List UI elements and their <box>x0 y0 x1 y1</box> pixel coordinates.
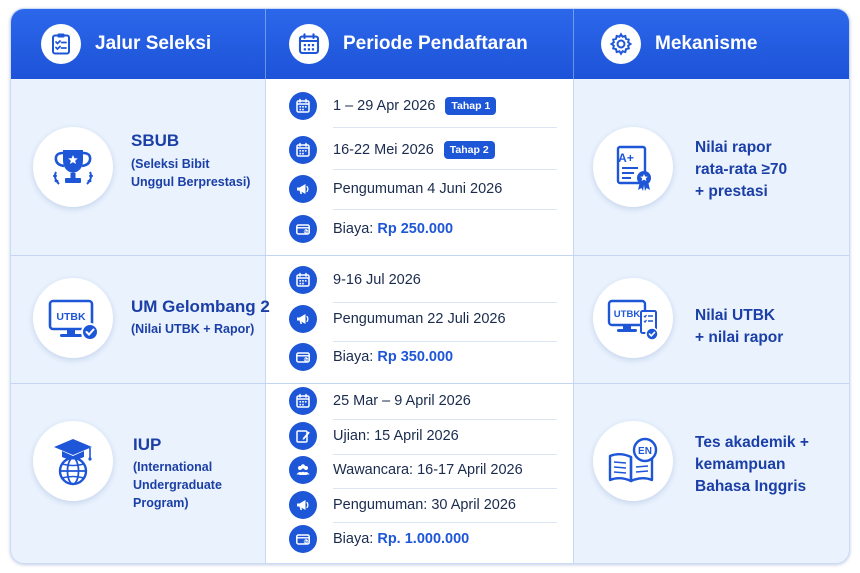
megaphone-icon <box>289 175 317 203</box>
header-title: Mekanisme <box>655 33 758 54</box>
utbk-label: UTBK <box>56 311 86 323</box>
jalur-description <box>131 320 254 338</box>
period-item <box>289 387 557 415</box>
mechanism-line: Bahasa Inggris <box>695 478 807 495</box>
period-date: 9-16 Jul 2026 <box>333 272 421 288</box>
grade-text: A+ <box>618 151 634 165</box>
megaphone-icon <box>289 305 317 333</box>
mechanism-line: Nilai rapor <box>695 139 772 156</box>
interview-date: Wawancara: 16-17 April 2026 <box>333 462 523 478</box>
period-item <box>289 266 557 294</box>
header-mekanisme <box>601 9 757 79</box>
period-item <box>289 491 557 519</box>
period-date: 16-22 Mei 2026 <box>333 142 434 158</box>
people-icon <box>289 456 317 484</box>
header-title: Periode Pendaftaran <box>343 33 528 54</box>
period-item <box>289 525 557 553</box>
period-item <box>289 343 557 371</box>
announcement-date: Pengumuman: 30 April 2026 <box>333 497 516 513</box>
period-date: 25 Mar – 9 April 2026 <box>333 393 471 409</box>
jalur-description-line: (Nilai UTBK + Rapor) <box>131 322 255 336</box>
mechanism-line: + prestasi <box>695 183 768 200</box>
jalur-description-line: Unggul Berprestasi) <box>131 175 251 189</box>
jalur-description-line: (International <box>133 460 213 474</box>
period-item <box>289 92 557 120</box>
fee-amount: Rp. 1.000.000 <box>377 531 470 547</box>
stage-badge: Tahap 2 <box>444 141 495 159</box>
fee-label: Biaya: <box>333 531 374 547</box>
fee <box>333 221 453 237</box>
table-header <box>11 9 850 79</box>
period-item <box>289 175 557 203</box>
pen-icon <box>289 422 317 450</box>
mechanism-text <box>695 432 809 498</box>
exam-date: Ujian: 15 April 2026 <box>333 428 459 444</box>
calendar-icon <box>289 24 329 64</box>
fee-label: Biaya: <box>333 349 374 365</box>
period-item <box>289 456 557 484</box>
fee-label: Biaya: <box>333 221 374 237</box>
stage-badge: Tahap 1 <box>445 97 496 115</box>
calendar-icon <box>289 136 317 164</box>
wallet-icon <box>289 343 317 371</box>
period-item <box>289 215 557 243</box>
period-item <box>289 422 557 450</box>
mechanism-text <box>695 305 783 349</box>
mechanism-line: kemampuan <box>695 456 786 473</box>
fee-amount: Rp 350.000 <box>377 349 454 365</box>
mechanism-line: rata-rata ≥70 <box>695 161 788 178</box>
registration-table <box>10 8 850 564</box>
wallet-icon <box>289 525 317 553</box>
header-title: Jalur Seleksi <box>95 33 212 54</box>
announcement-date: Pengumuman 22 Juli 2026 <box>333 311 506 327</box>
jalur-description <box>133 458 222 512</box>
utbk-document-icon <box>593 278 673 358</box>
mechanism-line: Nilai UTBK <box>695 307 776 324</box>
header-periode <box>289 9 528 79</box>
mechanism-line: Tes akademik + <box>695 434 809 451</box>
fee <box>333 531 469 547</box>
graded-certificate-icon <box>593 127 673 207</box>
language-label: EN <box>638 446 652 457</box>
calendar-icon <box>289 266 317 294</box>
jalur-description-line: (Seleksi Bibit <box>131 157 210 171</box>
jalur-name: IUP <box>133 435 162 454</box>
checklist-icon <box>41 24 81 64</box>
fee-amount: Rp 250.000 <box>377 221 454 237</box>
trophy-icon <box>33 127 113 207</box>
megaphone-icon <box>289 491 317 519</box>
jalur-description <box>131 155 250 191</box>
jalur-description-line: Program) <box>133 496 189 510</box>
mechanism-line: + nilai rapor <box>695 329 784 346</box>
utbk-label: UTBK <box>613 309 641 320</box>
utbk-monitor-icon <box>33 278 113 358</box>
jalur-name: UM Gelombang 2 <box>131 297 270 316</box>
mechanism-text <box>695 137 787 203</box>
wallet-icon <box>289 215 317 243</box>
jalur-description-line: Undergraduate <box>133 478 222 492</box>
period-item <box>289 305 557 333</box>
jalur-name: SBUB <box>131 131 180 150</box>
announcement-date: Pengumuman 4 Juni 2026 <box>333 181 503 197</box>
period-date: 1 – 29 Apr 2026 <box>333 98 436 114</box>
graduation-globe-icon <box>33 421 113 501</box>
calendar-icon <box>289 92 317 120</box>
header-jalur-seleksi <box>41 9 211 79</box>
book-language-icon <box>593 421 673 501</box>
calendar-icon <box>289 387 317 415</box>
period-item <box>289 136 557 164</box>
fee <box>333 349 453 365</box>
gear-icon <box>601 24 641 64</box>
